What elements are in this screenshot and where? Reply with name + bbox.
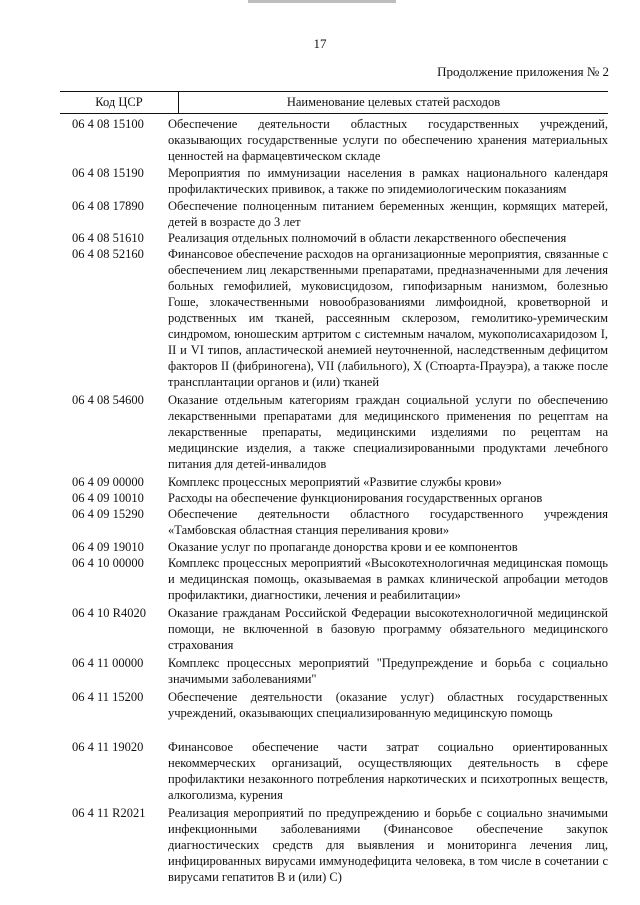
table-row <box>60 506 608 538</box>
row-description: Реализация мероприятий по предупреждению и борьбе с социально значимыми инфекционными заболеваниями (Финансовое обеспечение закупок диагностических средств для выявления и мониторинга лечения лиц, инфицированных вирусами иммунодефицита человека, в том числе в сочетании с вирусами гепатитов B и (или) C) <box>168 806 608 884</box>
table-row <box>60 739 608 803</box>
row-code: 06 4 11 00000 <box>72 656 144 670</box>
row-code: 06 4 10 R4020 <box>72 606 146 620</box>
row-code: 06 4 08 15100 <box>72 117 144 131</box>
row-description: Оказание отдельным категориям граждан социальной услуги по обеспечению лекарственными препаратами для медицинского применения по рецептам на лекарственные препараты, медицинскими изделиями по рецептам на медицинские изделия, а также специализированными продуктами лечебного питания для детей-инвалидов <box>168 393 608 471</box>
row-code: 06 4 08 17890 <box>72 199 144 213</box>
row-description: Оказание гражданам Российской Федерации высокотехнологичной медицинской помощи, не включенной в базовую программу обязательного медицинского страхования <box>168 606 608 652</box>
table-row <box>60 805 608 885</box>
header-code: Код ЦСР <box>60 92 179 113</box>
table-row <box>60 230 608 246</box>
row-code: 06 4 11 R2021 <box>72 806 146 820</box>
top-scan-mark <box>248 0 396 3</box>
row-description: Финансовое обеспечение расходов на организационные мероприятия, связанные с обеспечением лиц лекарственными препаратами, предназначенными для лечения больных гемофилией, муковисцидозом, гипофизарным нанизмом, болезнью Гоше, злокачественными новообразованиями лимфоидной, кроветворной и родственных им тканей, рассеянным склерозом, гемолитико-уремическим синдромом, юношеским артритом с системным началом, мукополисахаридозом I, II и VI типов, апластической анемией неуточненной, наследственным дефицитом факторов II (фибриногена), VII (лабильного), X (Стюарта-Прауэра), а также после трансплантации органов и (или) тканей <box>168 247 608 389</box>
table-row <box>60 689 608 721</box>
table-row <box>60 198 608 230</box>
row-description: Мероприятия по иммунизации населения в рамках национального календаря профилактических прививок, а также по эпидемиологическим показаниям <box>168 166 608 196</box>
table-row <box>60 246 608 390</box>
row-code: 06 4 09 00000 <box>72 475 144 489</box>
header-name: Наименование целевых статей расходов <box>286 95 501 109</box>
row-code: 06 4 08 54600 <box>72 393 144 407</box>
row-code: 06 4 08 52160 <box>72 247 144 261</box>
table-row <box>60 474 608 490</box>
row-description: Комплекс процессных мероприятий «Высокотехнологичная медицинская помощь и медицинская помощь, оказываемая в рамках клинической апробации методов профилактики, диагностики, лечения и реабилитации» <box>168 556 608 602</box>
row-code: 06 4 10 00000 <box>72 556 144 570</box>
row-description: Оказание услуг по пропаганде донорства крови и ее компонентов <box>168 540 518 554</box>
row-description: Расходы на обеспечение функционирования государственных органов <box>168 491 543 505</box>
row-description: Обеспечение деятельности областного государственного учреждения «Тамбовская областная станция переливания крови» <box>168 507 608 537</box>
row-description: Финансовое обеспечение части затрат социально ориентированных некоммерческих организаций, осуществляющих деятельность в сфере профилактики незаконного потребления наркотических и психотропных веществ, алкоголизма, курения <box>168 740 608 802</box>
table-row <box>60 655 608 687</box>
table-row <box>60 490 608 506</box>
row-code: 06 4 09 10010 <box>72 491 144 505</box>
row-code: 06 4 11 19020 <box>72 740 144 754</box>
row-code: 06 4 11 15200 <box>72 690 144 704</box>
row-code: 06 4 08 15190 <box>72 166 144 180</box>
row-description: Обеспечение деятельности областных государственных учреждений, оказывающих государственные услуги по обеспечению хранения материальных ценностей на фармацевтическом складе <box>168 117 608 163</box>
table-row <box>60 539 608 555</box>
row-description: Обеспечение деятельности (оказание услуг) областных государственных учреждений, оказывающих специализированную медицинскую помощь <box>168 690 608 720</box>
table-row <box>60 555 608 603</box>
row-code: 06 4 08 51610 <box>72 231 144 245</box>
table-row <box>60 116 608 164</box>
row-description: Комплекс процессных мероприятий "Предупреждение и борьба с социально значимыми заболеваниями" <box>168 656 608 686</box>
table-row <box>60 605 608 653</box>
row-code: 06 4 09 15290 <box>72 507 144 521</box>
appendix-continuation-label: Продолжение приложения № 2 <box>437 64 609 79</box>
row-description: Комплекс процессных мероприятий «Развитие службы крови» <box>168 475 502 489</box>
budget-items-table <box>60 91 608 885</box>
table-header <box>60 91 608 114</box>
row-code: 06 4 09 19010 <box>72 540 144 554</box>
table-row <box>60 392 608 472</box>
row-description: Обеспечение полноценным питанием беременных женщин, кормящих матерей, детей в возрасте до 3 лет <box>168 199 608 229</box>
table-row <box>60 165 608 197</box>
page-number: 17 <box>313 36 327 51</box>
row-description: Реализация отдельных полномочий в области лекарственного обеспечения <box>168 231 567 245</box>
